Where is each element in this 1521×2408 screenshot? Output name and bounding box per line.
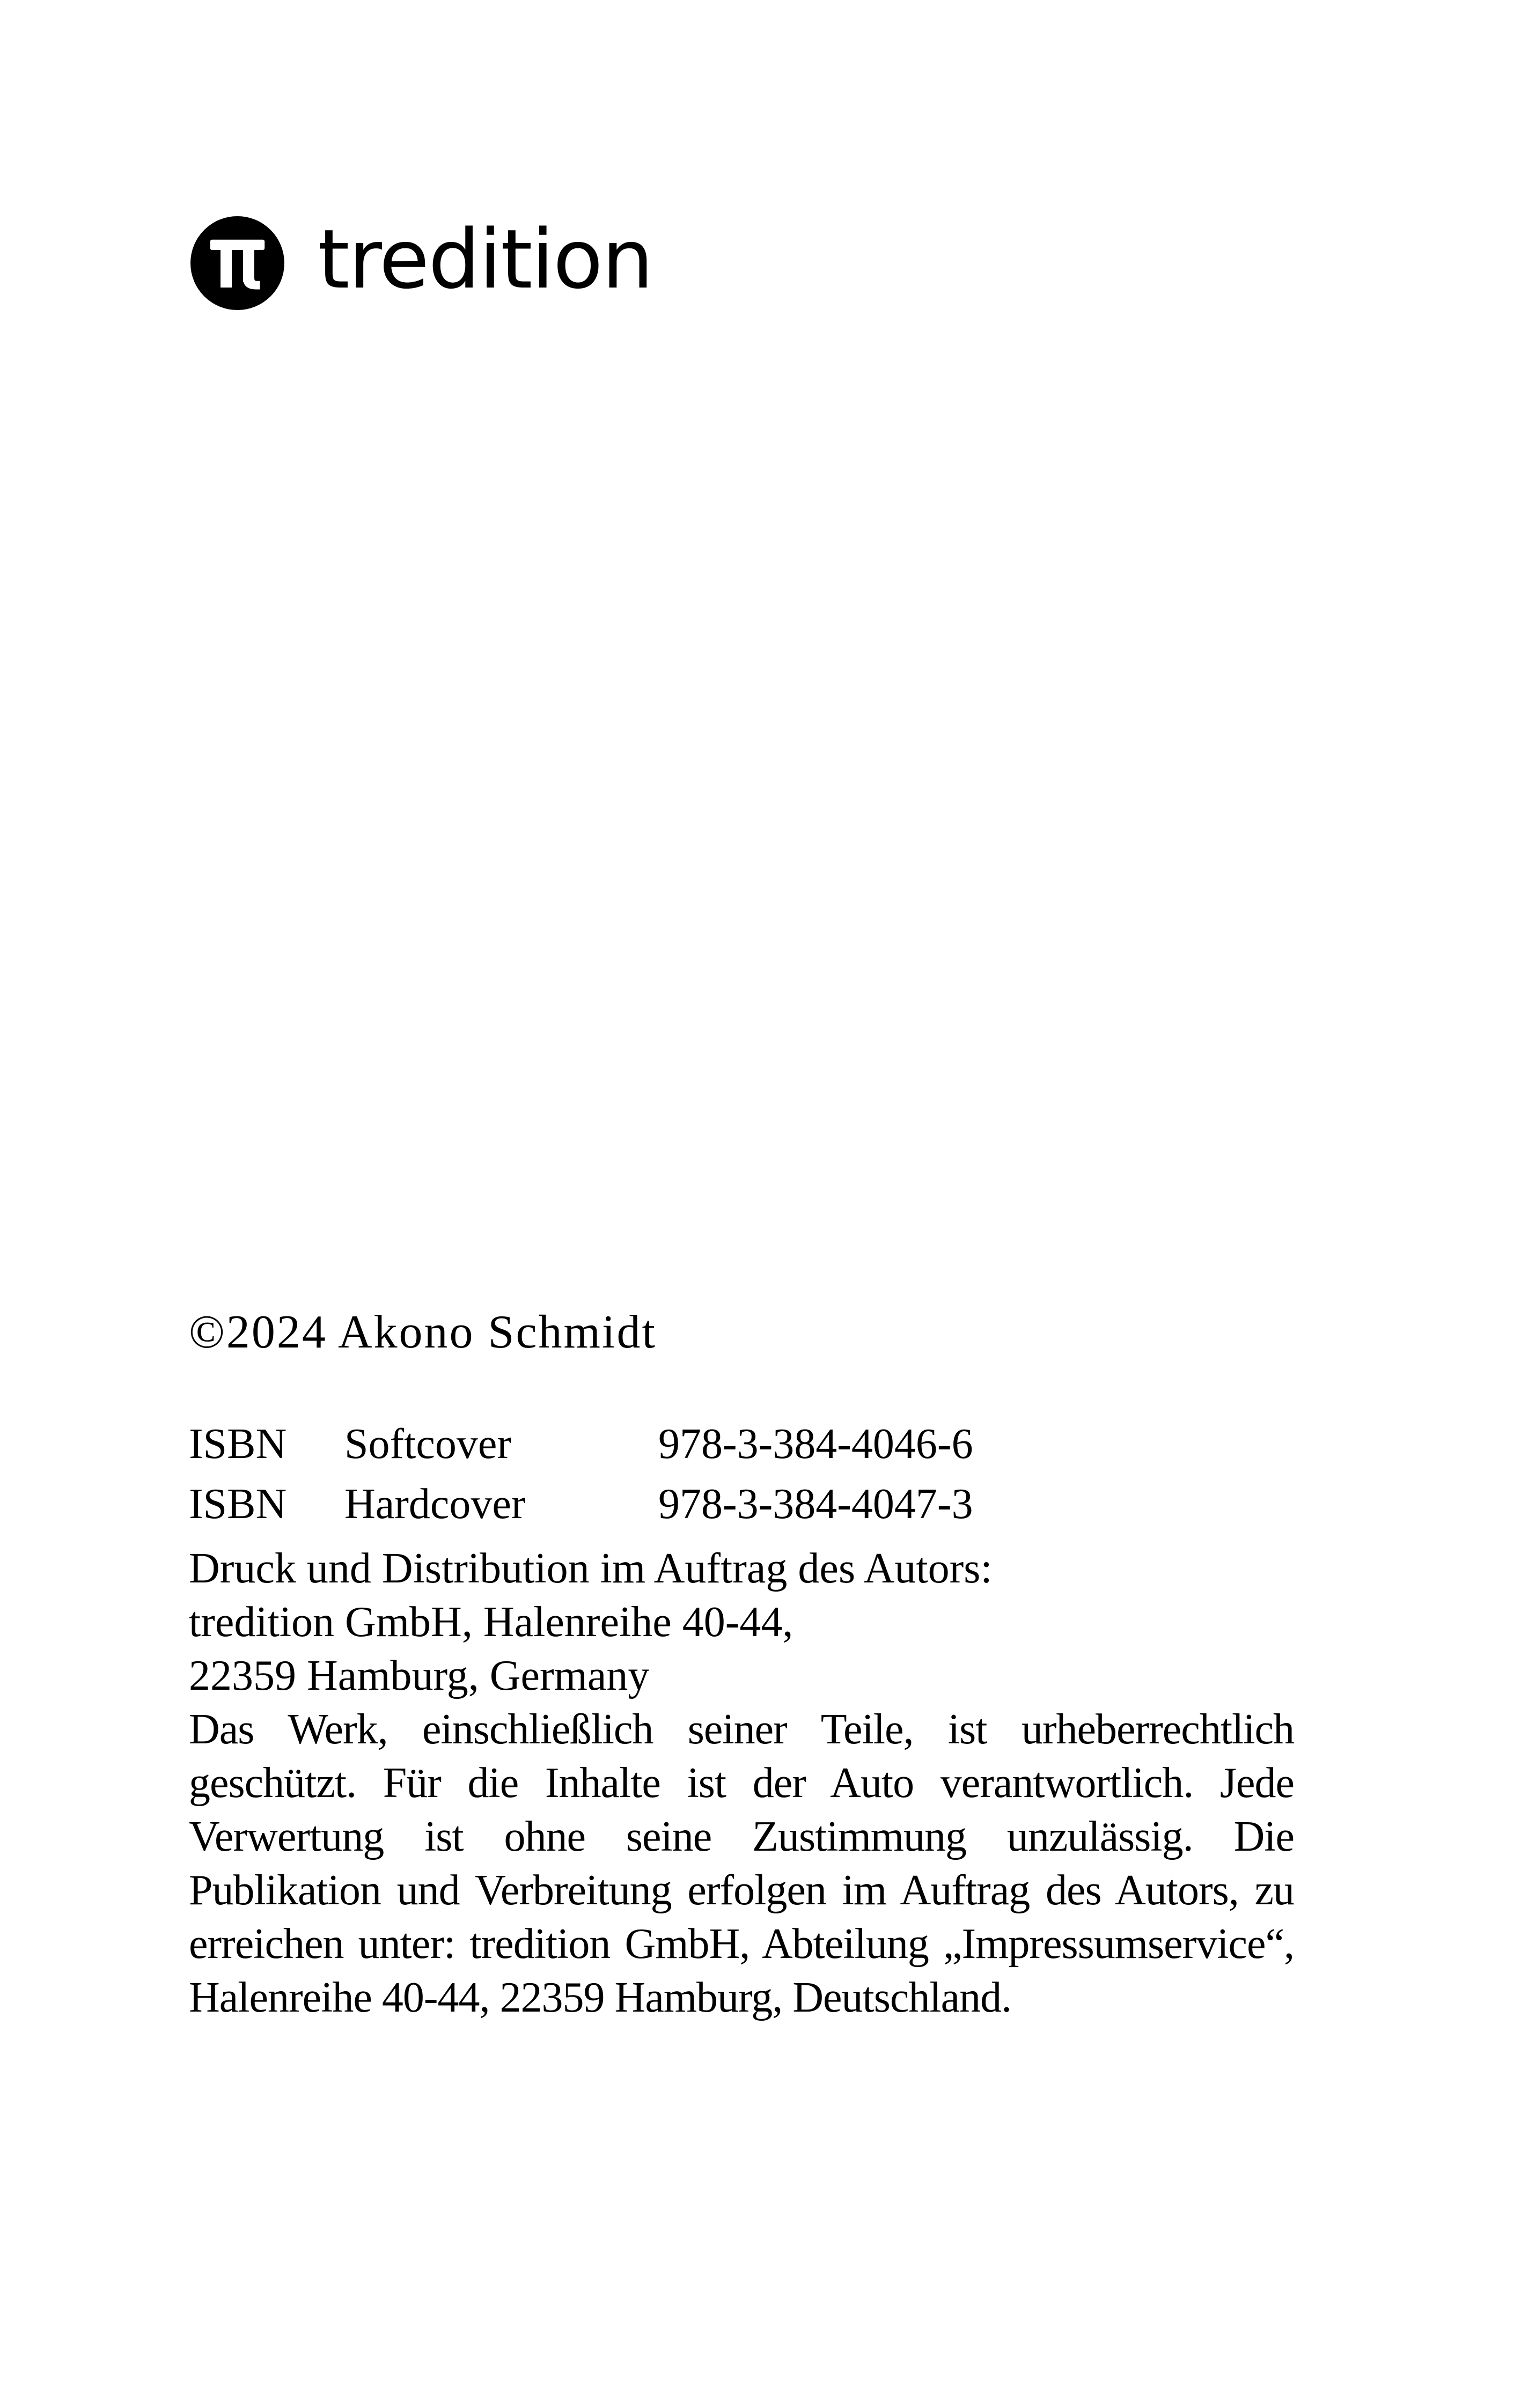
- isbn-number: 978-3-384-4047-3: [658, 1481, 973, 1528]
- isbn-type: Softcover: [344, 1420, 512, 1468]
- print-line: tredition GmbH, Halenreihe 40-44,: [189, 1599, 793, 1646]
- copyright-line: ©2024 Akono Schmidt: [189, 1306, 657, 1358]
- publisher-wordmark: tredition: [318, 212, 653, 307]
- isbn-label: ISBN: [189, 1420, 287, 1468]
- tredition-logo-icon: [190, 216, 284, 310]
- print-line: 22359 Hamburg, Germany: [189, 1652, 650, 1699]
- isbn-number: 978-3-384-4046-6: [658, 1420, 973, 1468]
- isbn-row-softcover: [189, 1414, 1294, 1474]
- isbn-label: ISBN: [189, 1481, 287, 1528]
- print-line: Druck und Distribution im Auftrag des Autors:: [189, 1545, 993, 1592]
- print-distribution-info: [189, 1542, 1294, 1703]
- isbn-type: Hardcover: [344, 1481, 526, 1528]
- isbn-row-hardcover: [189, 1474, 1294, 1534]
- isbn-table: [189, 1414, 1294, 1534]
- imprint-block: [189, 1306, 1294, 2024]
- legal-notice: Das Werk, einschließlich seiner Teile, ist urheberrechtlich geschützt. Für die Inhalte ist der Auto verantwortlich. Jede Verwertung ist ohne seine Zustimmung unzulässig. Die Publikation und Verbreitung erfolgen im Auftrag des Autors, zu erreichen unter: tredition GmbH, Abteilung „Impressumservice“, Halenreihe 40-44, 22359 Hamburg, Deutschland.: [189, 1706, 1294, 2021]
- publisher-logo: [190, 212, 653, 311]
